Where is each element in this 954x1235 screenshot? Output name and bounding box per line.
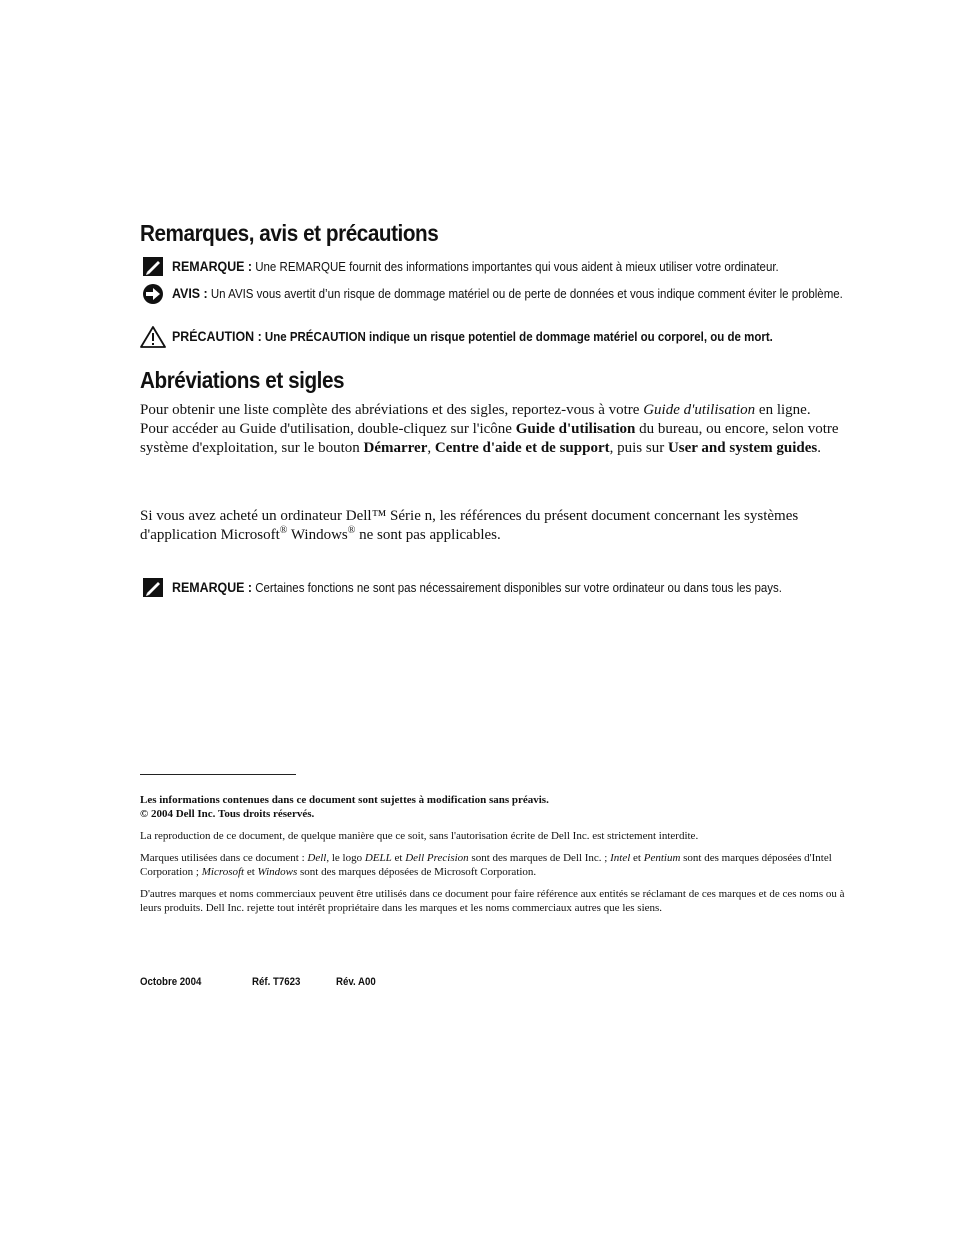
- text-run: ,: [427, 440, 435, 456]
- trademark: Intel: [610, 852, 631, 864]
- section-title-remarques: Remarques, avis et précautions: [140, 220, 439, 246]
- trademark: Windows: [257, 866, 298, 878]
- text-run: Pour obtenir une liste complète des abréviations et des sigles, reportez-vous à votre: [140, 402, 644, 418]
- abreviations-paragraph: [140, 401, 840, 458]
- trademark: Microsoft: [201, 866, 245, 878]
- legal-notice: [140, 793, 845, 821]
- section-title-abreviations: Abréviations et sigles: [140, 367, 345, 393]
- reproduction-notice: La reproduction de ce document, de quelque manière que ce soit, sans l'autorisation écrite de Dell Inc. est strictement interdite.: [140, 830, 699, 842]
- text-run: .: [817, 440, 822, 456]
- text-run: , puis sur: [609, 440, 668, 456]
- text-run: sont des marques déposées d'Intel Corporation ;: [140, 852, 832, 878]
- text-run: ne sont pas applicables.: [355, 527, 501, 543]
- text-run: sont des marques déposées de Microsoft Corporation.: [297, 866, 537, 878]
- trademark: Dell: [307, 852, 327, 864]
- trademark: Pentium: [643, 852, 681, 864]
- avis-label: AVIS :: [172, 286, 208, 301]
- footnote-divider: [140, 774, 296, 775]
- note-label: REMARQUE :: [172, 580, 253, 595]
- text-run: et: [630, 852, 644, 864]
- text-run: Windows: [287, 527, 348, 543]
- pencil-note-icon: [140, 256, 166, 278]
- other-trademarks-notice: D'autres marques et noms commerciaux peuvent être utilisés dans ce document pour faire référence aux entités se réclamant de ces marques et de ces noms ou à leurs produits. Dell Inc. rejette tout intérêt propriétaire dans les marques et les noms commerciaux autres que les siens.: [140, 888, 845, 914]
- dell-n-series-paragraph: [140, 507, 840, 545]
- text-run: Si vous avez acheté un ordinateur Dell™ Série n, les références du présent document concernant les systèmes d'application Microsoft: [140, 508, 799, 543]
- avis-text: Un AVIS vous avertit d’un risque de dommage matériel ou de perte de données et vous indique comment éviter le problème.: [207, 287, 843, 301]
- footer-ref: Réf. T7623: [252, 976, 301, 988]
- text-run: et: [244, 866, 258, 878]
- text-run: et: [391, 852, 406, 864]
- note-text: Une REMARQUE fournit des informations importantes qui vous aident à mieux utiliser votre ordinateur.: [252, 260, 779, 274]
- text-run: du bureau, ou encore, selon votre système d'exploitation, sur le bouton: [140, 421, 839, 456]
- warning-triangle-icon: [140, 326, 166, 348]
- registered-mark: ®: [347, 525, 356, 536]
- pencil-note-icon: [140, 577, 166, 599]
- legal-line-1: Les informations contenues dans ce document sont sujettes à modification sans préavis.: [140, 794, 549, 806]
- precaution-label: PRÉCAUTION :: [172, 329, 262, 344]
- text-run: , le logo: [326, 852, 365, 864]
- notice-arrow-icon: [140, 283, 166, 305]
- trademark: Dell Precision: [405, 852, 469, 864]
- trademarks-notice: [140, 851, 845, 879]
- note-label: REMARQUE :: [172, 259, 253, 274]
- demarrer-button-name: Démarrer: [363, 440, 428, 456]
- user-guides-name: User and system guides: [667, 440, 818, 456]
- registered-mark: ®: [279, 525, 288, 536]
- copyright-line: © 2004 Dell Inc. Tous droits réservés.: [140, 808, 315, 820]
- guide-icon-name: Guide d'utilisation: [515, 421, 636, 437]
- text-run: Marques utilisées dans ce document :: [140, 852, 308, 864]
- trademark: DELL: [364, 852, 392, 864]
- footer-rev: Rév. A00: [336, 976, 376, 988]
- footer-date: Octobre 2004: [140, 976, 202, 988]
- note-text: Certaines fonctions ne sont pas nécessairement disponibles sur votre ordinateur ou dans tous les pays.: [252, 581, 782, 595]
- text-run: sont des marques de Dell Inc. ;: [468, 852, 611, 864]
- precaution-text: Une PRÉCAUTION indique un risque potentiel de dommage matériel ou corporel, ou de mort.: [261, 330, 773, 344]
- guide-italic: Guide d'utilisation: [643, 402, 756, 418]
- text-run: en ligne. Pour accéder au Guide d'utilisation, double-cliquez sur l'icône: [140, 402, 811, 437]
- centre-aide-name: Centre d'aide et de support: [434, 440, 610, 456]
